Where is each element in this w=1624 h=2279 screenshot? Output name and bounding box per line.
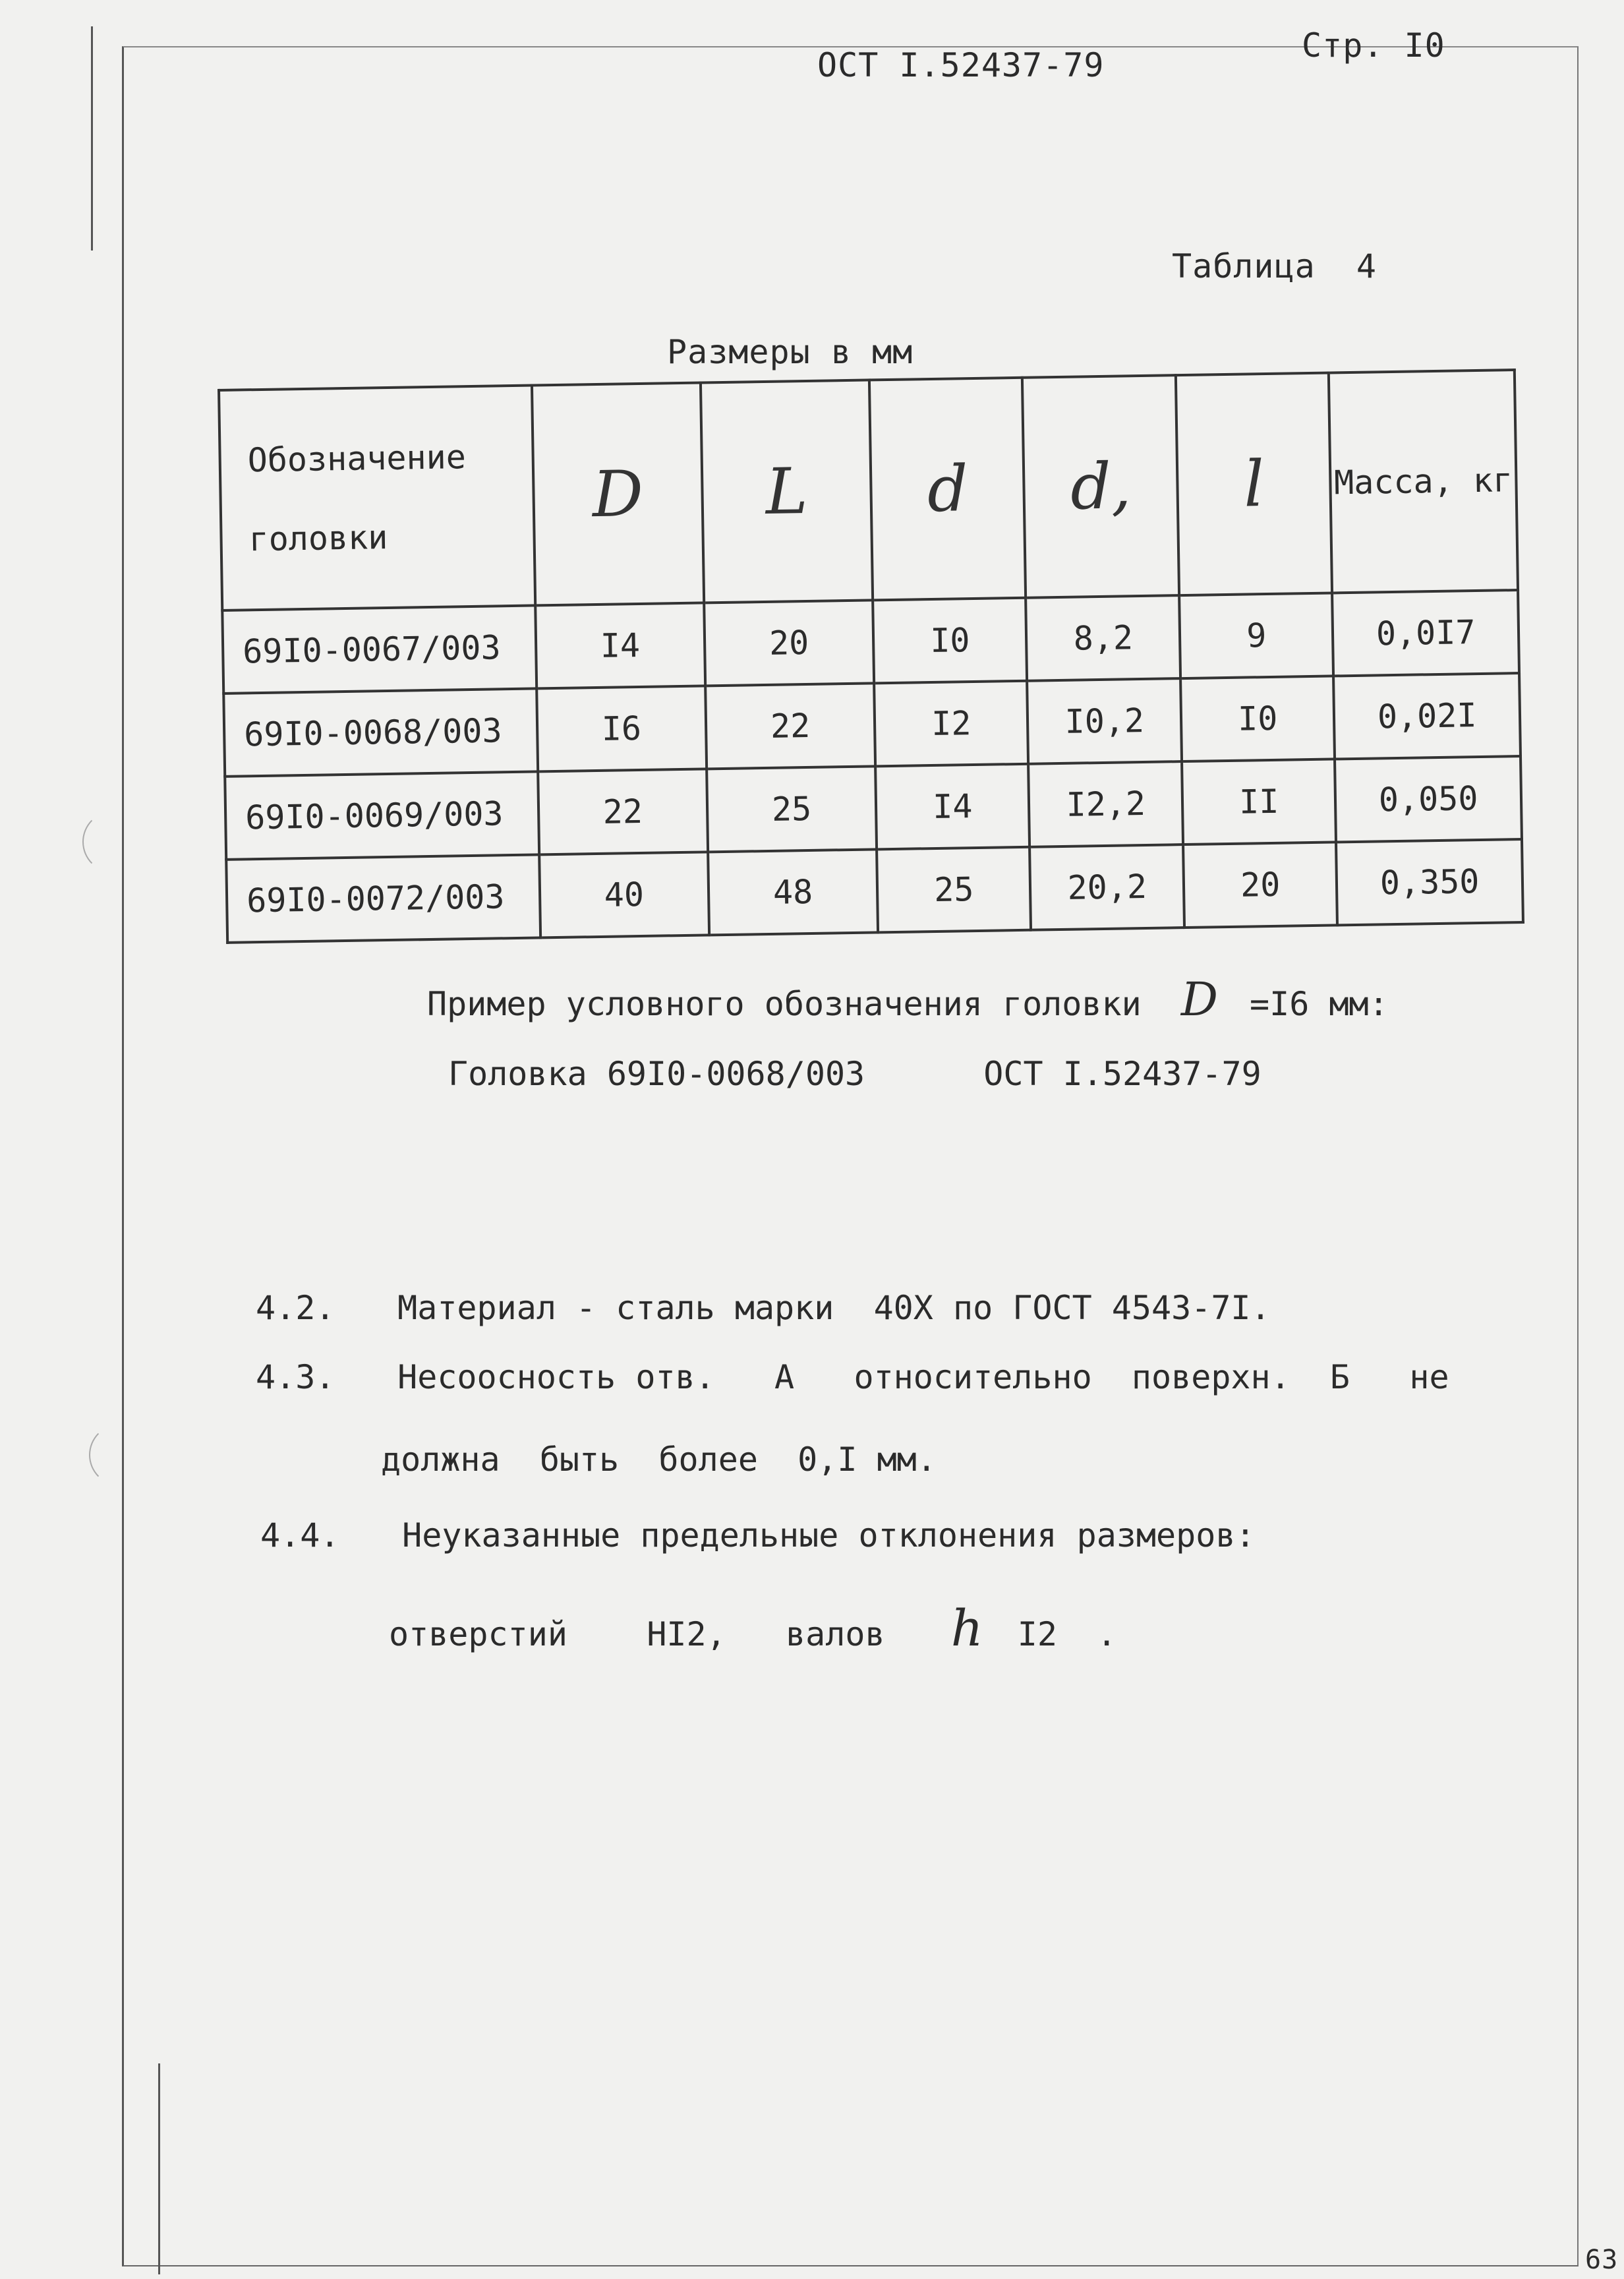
- cell-mass: 0,050: [1335, 756, 1522, 842]
- tolerance-shaft-symbol: h: [950, 1599, 983, 1657]
- example-standard: ОСТ I.52437-79: [983, 1055, 1262, 1093]
- clause-number: 4.3.: [256, 1358, 335, 1396]
- cell-L: 25: [707, 766, 877, 852]
- page-number: Стр. I0: [1302, 26, 1445, 65]
- sheet-number: 63: [1585, 2245, 1619, 2275]
- column-header-L: L: [701, 380, 873, 603]
- cell-d: I0: [873, 598, 1027, 684]
- clause-4-2: [256, 1289, 1271, 1327]
- clause-text: Несоосность отв. А относительно поверхн. Б не: [397, 1358, 1449, 1396]
- clause-4-4: [260, 1516, 1256, 1554]
- cell-designation: 69I0-0068/003: [223, 688, 538, 776]
- cell-d: I2: [874, 681, 1028, 767]
- cell-d: 25: [877, 847, 1031, 933]
- cell-D: 40: [539, 852, 709, 937]
- example-value: =I6 мм:: [1250, 985, 1389, 1023]
- cell-L: 22: [705, 683, 875, 769]
- binding-line-bottom: [158, 2063, 160, 2274]
- column-header-l: l: [1176, 373, 1333, 596]
- column-header-d: d: [869, 378, 1026, 601]
- cell-d1: I0,2: [1028, 678, 1182, 764]
- table-caption: Таблица 4: [1172, 247, 1378, 285]
- clause-4-3-continuation: должна быть более 0,I мм.: [381, 1440, 937, 1479]
- document-standard: ОСТ I.52437-79: [817, 46, 1105, 84]
- column-header-d1: d,: [1022, 375, 1179, 598]
- clause-text: Неуказанные предельные отклонения размеров:: [402, 1516, 1256, 1554]
- example-line: [427, 972, 1389, 1026]
- cell-d1: I2,2: [1029, 761, 1184, 847]
- cell-l: I0: [1180, 676, 1335, 761]
- tolerance-shaft-value: I2 .: [1017, 1615, 1117, 1653]
- dimensions-table: [218, 369, 1524, 944]
- punch-hole-bottom: [89, 1424, 151, 1486]
- tolerance-holes: отверстий HI2, валов: [389, 1615, 885, 1653]
- cell-D: I6: [536, 686, 707, 771]
- cell-l: 9: [1179, 593, 1333, 678]
- cell-D: I4: [535, 603, 705, 688]
- cell-D: 22: [538, 769, 708, 854]
- cell-designation: 69I0-0072/003: [226, 854, 540, 942]
- cell-mass: 0,0I7: [1332, 590, 1519, 676]
- cell-l: II: [1182, 759, 1336, 844]
- column-header-designation: Обозначение головки: [219, 386, 535, 610]
- example-designation: Головка 69I0-0068/003: [448, 1055, 865, 1093]
- example-symbol: D: [1180, 972, 1218, 1026]
- cell-mass: 0,350: [1336, 839, 1523, 925]
- clause-text: Материал - сталь марки 40Х по ГОСТ 4543-7I.: [397, 1289, 1271, 1327]
- column-header-D: D: [532, 382, 705, 605]
- clause-number: 4.4.: [260, 1516, 340, 1554]
- cell-d: I4: [875, 764, 1030, 850]
- cell-L: 48: [708, 849, 878, 935]
- cell-designation: 69I0-0067/003: [222, 605, 536, 693]
- table-header-row: [219, 370, 1518, 610]
- cell-d1: 20,2: [1030, 844, 1185, 930]
- clause-number: 4.2.: [256, 1289, 335, 1327]
- table-units: Размеры в мм: [667, 333, 914, 371]
- example-designation-line: [448, 1055, 1262, 1093]
- clause-4-4-continuation: [389, 1599, 1116, 1657]
- binding-line-top: [91, 26, 93, 251]
- punch-hole-top: [82, 811, 144, 873]
- cell-designation: 69I0-0069/003: [225, 771, 539, 859]
- example-intro: Пример условного обозначения головки: [427, 985, 1142, 1023]
- column-header-mass: Масса, кг: [1329, 370, 1518, 593]
- cell-d1: 8,2: [1026, 595, 1181, 681]
- clause-4-3: [256, 1358, 1449, 1396]
- cell-mass: 0,02I: [1333, 673, 1521, 759]
- cell-L: 20: [704, 600, 874, 686]
- cell-l: 20: [1183, 842, 1337, 928]
